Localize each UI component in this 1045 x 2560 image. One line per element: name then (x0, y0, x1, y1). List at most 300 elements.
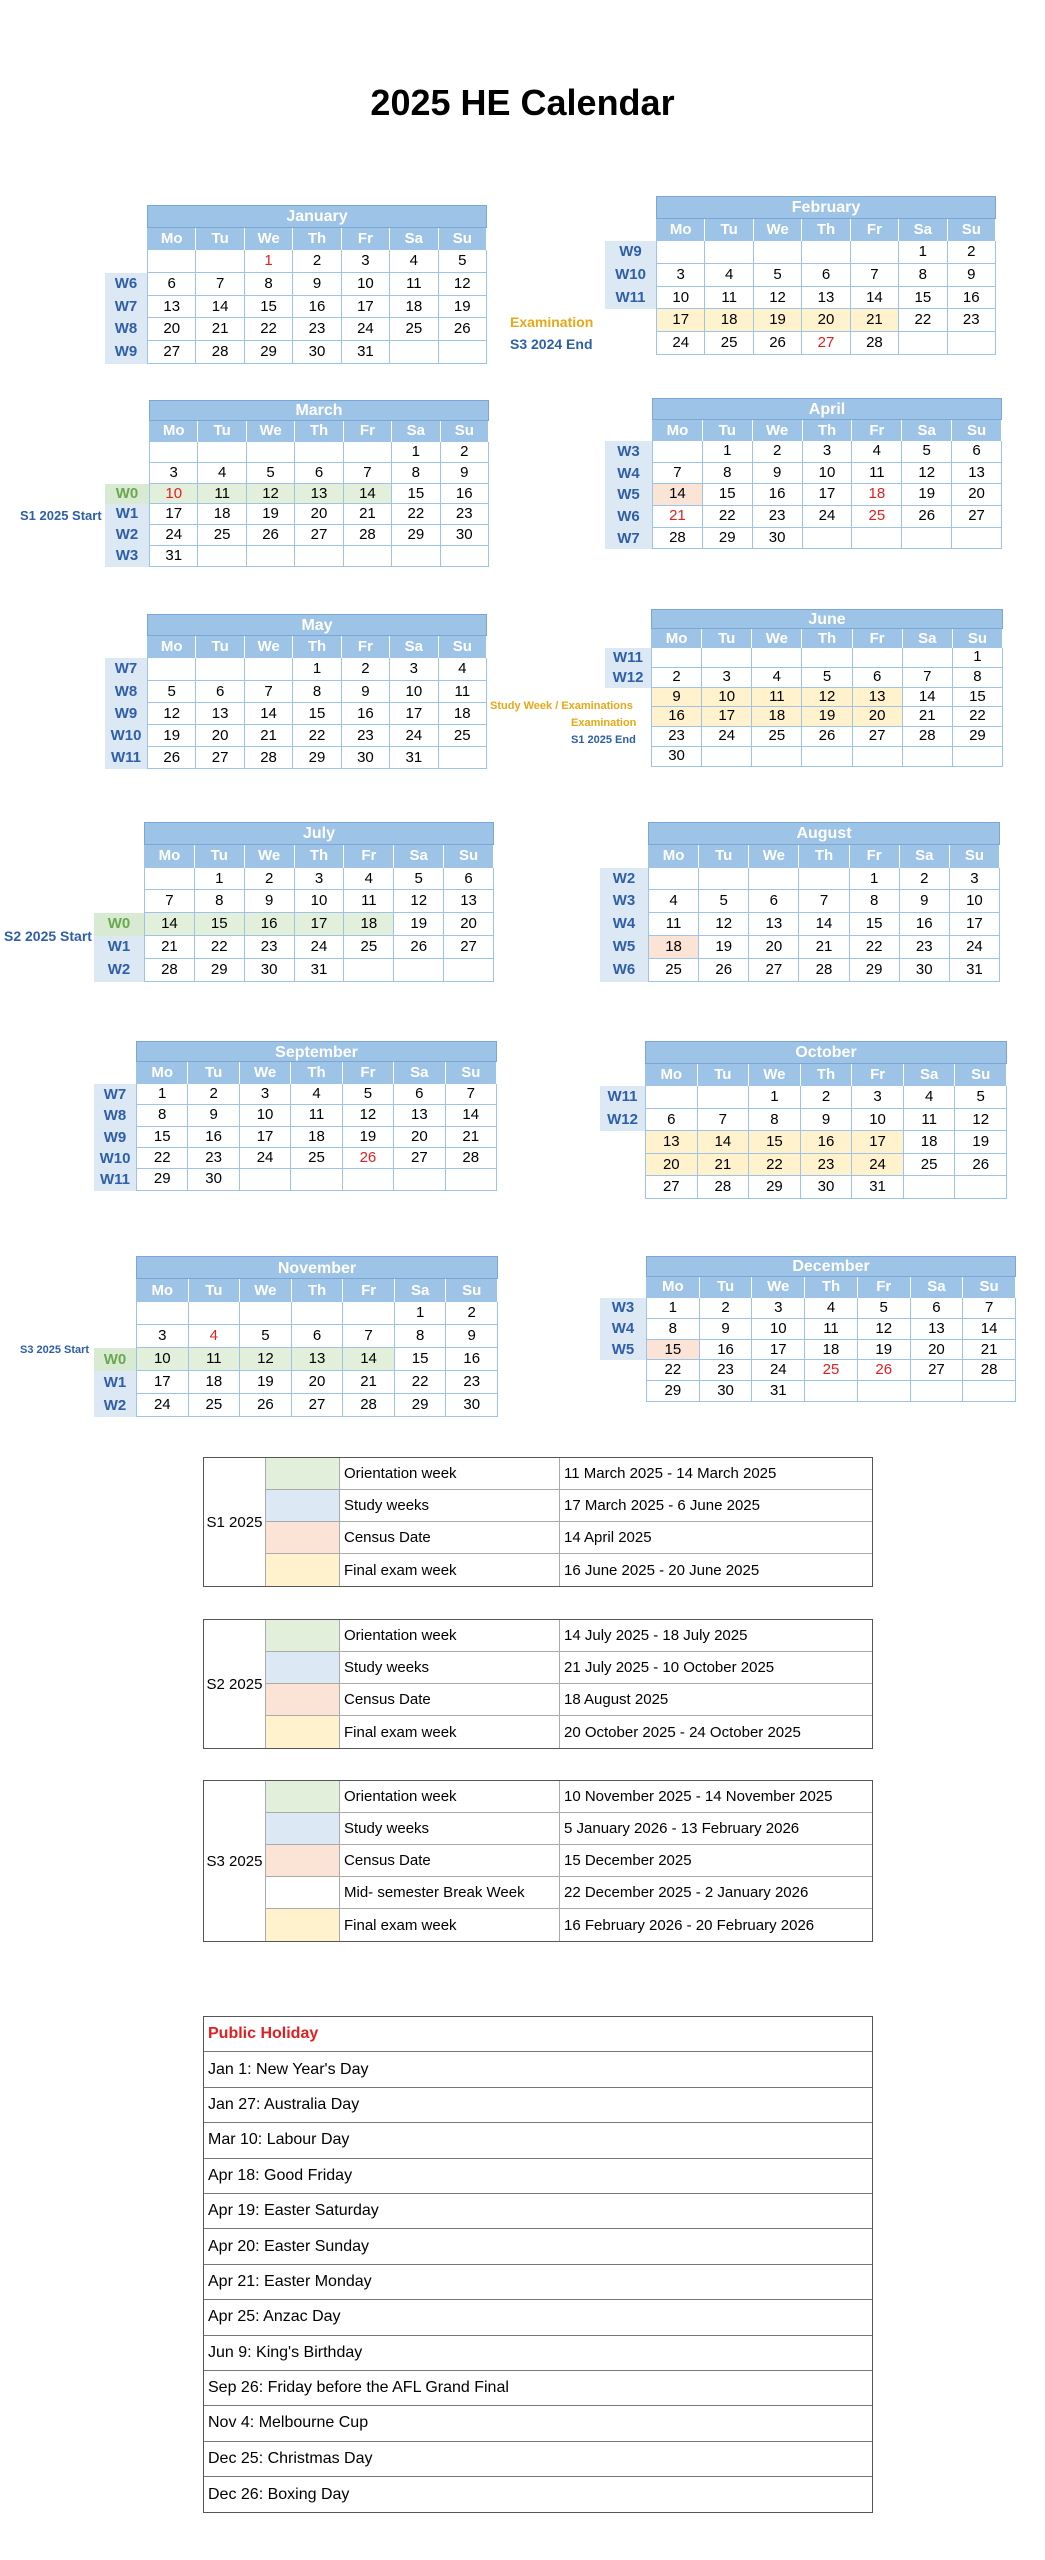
day-cell: 10 (950, 890, 1000, 913)
legend-label: Orientation week (340, 1458, 560, 1489)
public-holiday-item: Nov 4: Melbourne Cup (204, 2406, 872, 2441)
day-header: Su (953, 629, 1003, 649)
day-cell: 30 (753, 528, 803, 550)
legend-value: 5 January 2026 - 13 February 2026 (564, 1820, 800, 1837)
note-s3-2024-end: S3 2024 End (510, 336, 593, 352)
day-cell: 27 (196, 747, 244, 769)
day-cell: 25 (198, 525, 246, 546)
day-header: Mo (148, 636, 196, 658)
week-label: W11 (605, 287, 656, 310)
day-cell: 26 (439, 318, 487, 341)
day-cell: 2 (948, 241, 996, 264)
day-cell: 15 (899, 287, 947, 310)
day-cell: 10 (390, 681, 438, 703)
day-cell: 14 (145, 913, 195, 936)
week-label (105, 442, 149, 463)
day-cell (291, 1169, 342, 1190)
day-cell: 23 (652, 727, 702, 747)
day-cell: 12 (343, 1105, 394, 1126)
week-labels (94, 1084, 136, 1191)
day-cell (702, 648, 752, 668)
month-may (147, 614, 487, 769)
day-header: Fr (851, 219, 899, 242)
day-cell: 2 (753, 441, 803, 463)
day-cell: 6 (911, 1298, 964, 1319)
month-grid (656, 219, 996, 355)
day-header: We (245, 845, 295, 868)
day-cell (858, 1381, 911, 1402)
day-cell: 7 (145, 890, 195, 913)
day-header: We (749, 1064, 801, 1087)
day-cell: 1 (850, 868, 900, 891)
day-cell: 31 (342, 341, 390, 364)
public-holiday-item: Dec 25: Christmas Day (204, 2442, 872, 2477)
day-cell: 30 (652, 747, 702, 767)
week-label: W11 (605, 648, 651, 668)
day-cell: 2 (342, 658, 390, 680)
day-cell (903, 747, 953, 767)
day-header: Tu (703, 420, 753, 442)
day-cell: 8 (850, 890, 900, 913)
day-cell (446, 1169, 497, 1190)
day-cell (652, 648, 702, 668)
legend-value: 18 August 2025 (564, 1691, 669, 1708)
day-cell: 29 (245, 341, 293, 364)
day-header: Sa (899, 219, 947, 242)
day-cell: 17 (240, 1127, 291, 1148)
day-cell: 23 (441, 504, 489, 525)
day-cell: 23 (753, 506, 803, 528)
week-label: W3 (605, 441, 652, 463)
day-cell: 26 (148, 747, 196, 769)
day-header: Mo (653, 420, 703, 442)
week-label: W8 (105, 318, 147, 341)
legend-s1-2025 (203, 1457, 873, 1587)
week-label (94, 1325, 136, 1348)
day-cell: 17 (295, 913, 345, 936)
week-label (105, 250, 147, 273)
day-cell: 8 (703, 463, 753, 485)
day-cell: 16 (293, 296, 341, 319)
day-cell: 25 (852, 506, 902, 528)
day-cell: 12 (858, 1319, 911, 1340)
day-cell: 12 (247, 484, 295, 505)
day-cell: 31 (752, 1381, 805, 1402)
week-label: W0 (94, 913, 144, 936)
day-cell: 11 (439, 681, 487, 703)
day-header: Su (955, 1064, 1007, 1087)
month-march (149, 400, 489, 567)
legend-swatch (266, 1490, 340, 1521)
day-cell (196, 250, 244, 273)
day-cell: 13 (148, 296, 196, 319)
day-cell: 31 (390, 747, 438, 769)
day-cell: 17 (657, 309, 705, 332)
public-holiday-item: Mar 10: Labour Day (204, 2123, 872, 2158)
day-cell: 8 (395, 1325, 447, 1348)
day-header: Su (439, 228, 487, 251)
day-cell (394, 1169, 445, 1190)
day-cell: 20 (853, 707, 903, 727)
day-cell: 8 (293, 681, 341, 703)
day-cell (752, 747, 802, 767)
day-cell: 5 (394, 868, 444, 891)
legend-label: Final exam week (340, 1716, 560, 1748)
day-cell: 5 (858, 1298, 911, 1319)
legend-swatch (266, 1877, 340, 1908)
week-label: W2 (94, 1394, 136, 1417)
week-label: W12 (605, 668, 651, 688)
day-header: We (247, 421, 295, 442)
week-label: W2 (94, 959, 144, 982)
public-holiday-heading: Public Holiday (204, 2017, 872, 2052)
day-cell: 18 (198, 504, 246, 525)
day-cell: 15 (395, 1348, 447, 1371)
day-cell: 22 (850, 936, 900, 959)
day-cell (903, 648, 953, 668)
week-label: W0 (105, 484, 149, 505)
day-cell: 27 (952, 506, 1002, 528)
day-cell: 16 (801, 1131, 853, 1154)
week-label (600, 1381, 646, 1402)
month-grid (147, 636, 487, 769)
day-cell: 28 (653, 528, 703, 550)
day-cell: 1 (749, 1086, 801, 1109)
legend-swatch (266, 1458, 340, 1489)
day-cell: 26 (754, 332, 802, 355)
day-cell: 22 (749, 1154, 801, 1177)
day-cell: 25 (705, 332, 753, 355)
note-feb-examination: Examination (510, 314, 594, 330)
day-cell: 3 (752, 1298, 805, 1319)
month-august (648, 822, 1000, 982)
day-cell: 17 (752, 1340, 805, 1361)
day-cell: 9 (700, 1319, 753, 1340)
day-cell: 3 (702, 668, 752, 688)
week-label (94, 868, 144, 891)
day-cell (198, 546, 246, 567)
month-grid (652, 420, 1002, 550)
day-cell: 28 (903, 727, 953, 747)
day-cell: 5 (439, 250, 487, 273)
day-cell: 2 (441, 442, 489, 463)
day-cell: 20 (911, 1340, 964, 1361)
day-cell: 20 (444, 913, 494, 936)
day-header: Th (802, 629, 852, 649)
legend-row (266, 1781, 872, 1813)
day-cell: 30 (801, 1176, 853, 1199)
week-label: W5 (600, 936, 648, 959)
day-cell: 9 (188, 1105, 239, 1126)
week-label (94, 890, 144, 913)
day-cell: 9 (652, 688, 702, 708)
day-cell: 29 (749, 1176, 801, 1199)
day-cell (754, 241, 802, 264)
legend-label: Study weeks (340, 1490, 560, 1521)
day-cell: 15 (953, 688, 1003, 708)
day-cell: 16 (188, 1127, 239, 1148)
day-cell: 6 (444, 868, 494, 891)
legend-label: Final exam week (340, 1554, 560, 1586)
day-cell: 6 (646, 1109, 698, 1132)
day-header: Sa (900, 845, 950, 868)
day-header: Fr (344, 421, 392, 442)
day-header: Mo (137, 1062, 188, 1083)
day-cell: 29 (195, 959, 245, 982)
week-label (600, 1154, 645, 1177)
week-label: W8 (105, 681, 147, 703)
month-title: June (651, 609, 1003, 629)
day-cell: 26 (247, 525, 295, 546)
day-cell: 4 (904, 1086, 956, 1109)
day-cell: 1 (195, 868, 245, 891)
day-cell: 5 (247, 463, 295, 484)
legend-label: Census Date (340, 1684, 560, 1715)
day-cell (390, 341, 438, 364)
day-header: Mo (646, 1064, 698, 1087)
day-cell (148, 250, 196, 273)
day-cell (802, 241, 850, 264)
day-header: Tu (705, 219, 753, 242)
day-header: Fr (342, 228, 390, 251)
day-cell: 28 (698, 1176, 750, 1199)
day-cell: 28 (245, 747, 293, 769)
day-cell (752, 648, 802, 668)
week-label: W5 (600, 1340, 646, 1361)
legend-swatch (266, 1620, 340, 1651)
day-cell: 12 (902, 463, 952, 485)
day-cell: 1 (245, 250, 293, 273)
day-cell: 19 (247, 504, 295, 525)
day-header: Th (802, 219, 850, 242)
day-cell: 20 (646, 1154, 698, 1177)
day-cell: 1 (392, 442, 440, 463)
day-header: Fr (852, 420, 902, 442)
day-cell: 7 (851, 264, 899, 287)
day-cell: 10 (295, 890, 345, 913)
day-cell: 3 (240, 1084, 291, 1105)
month-grid (651, 629, 1003, 767)
day-cell: 15 (850, 913, 900, 936)
day-cell: 24 (240, 1148, 291, 1169)
day-cell: 17 (390, 703, 438, 725)
day-cell: 25 (904, 1154, 956, 1177)
day-cell: 4 (390, 250, 438, 273)
day-cell: 9 (245, 890, 295, 913)
day-cell: 24 (950, 936, 1000, 959)
legend-row (266, 1490, 872, 1522)
legend-label: Census Date (340, 1522, 560, 1553)
week-label: W1 (94, 1371, 136, 1394)
week-label: W4 (600, 913, 648, 936)
day-cell: 23 (801, 1154, 853, 1177)
day-cell: 4 (344, 868, 394, 891)
day-cell: 7 (903, 668, 953, 688)
day-cell: 13 (295, 484, 343, 505)
day-cell (911, 1381, 964, 1402)
public-holiday-item: Apr 21: Easter Monday (204, 2265, 872, 2300)
legend-value: 10 November 2025 - 14 November 2025 (564, 1788, 833, 1805)
month-grid (648, 845, 1000, 982)
day-cell: 9 (948, 264, 996, 287)
day-cell: 17 (702, 707, 752, 727)
legend-value: 14 July 2025 - 18 July 2025 (564, 1627, 748, 1644)
legend-row (266, 1652, 872, 1684)
public-holiday-item: Apr 18: Good Friday (204, 2159, 872, 2194)
week-label: W1 (105, 504, 149, 525)
day-cell: 25 (649, 959, 699, 982)
day-cell (953, 747, 1003, 767)
day-cell: 13 (749, 913, 799, 936)
day-cell: 13 (292, 1348, 344, 1371)
day-cell: 25 (189, 1394, 241, 1417)
day-cell: 19 (802, 707, 852, 727)
day-cell (444, 959, 494, 982)
month-grid (136, 1279, 498, 1417)
day-header: Mo (145, 845, 195, 868)
day-cell: 30 (446, 1394, 498, 1417)
legend-row (266, 1458, 872, 1490)
day-cell (439, 747, 487, 769)
day-cell: 20 (196, 725, 244, 747)
day-cell: 5 (955, 1086, 1007, 1109)
day-header: Mo (148, 228, 196, 251)
day-header: Fr (858, 1277, 911, 1298)
day-cell: 26 (858, 1360, 911, 1381)
legend-value: 16 June 2025 - 20 June 2025 (564, 1561, 760, 1579)
day-header: Th (803, 420, 853, 442)
day-cell: 15 (703, 484, 753, 506)
note-june-examination: Examination (571, 717, 637, 729)
day-cell: 11 (752, 688, 802, 708)
day-cell: 1 (293, 658, 341, 680)
day-cell: 17 (342, 296, 390, 319)
day-cell: 19 (754, 309, 802, 332)
week-label: W3 (105, 546, 149, 567)
day-cell (392, 546, 440, 567)
day-cell: 13 (646, 1131, 698, 1154)
day-cell (749, 868, 799, 891)
day-cell: 12 (439, 273, 487, 296)
day-cell: 6 (749, 890, 799, 913)
day-cell: 14 (903, 688, 953, 708)
month-title: August (648, 822, 1000, 845)
day-header: We (245, 228, 293, 251)
week-labels (94, 868, 144, 982)
day-cell: 28 (851, 332, 899, 355)
week-label (605, 309, 656, 332)
day-cell: 7 (196, 273, 244, 296)
day-cell: 25 (344, 936, 394, 959)
day-cell: 22 (703, 506, 753, 528)
day-cell: 13 (952, 463, 1002, 485)
legend-semester: S2 2025 (204, 1620, 266, 1748)
legend-swatch (266, 1845, 340, 1876)
day-cell: 2 (245, 868, 295, 891)
day-header: Tu (195, 845, 245, 868)
day-cell: 1 (647, 1298, 700, 1319)
day-cell: 2 (188, 1084, 239, 1105)
week-label (600, 1131, 645, 1154)
day-cell: 9 (900, 890, 950, 913)
day-header: Su (446, 1279, 498, 1302)
day-cell (851, 241, 899, 264)
day-cell (852, 528, 902, 550)
day-header: Sa (395, 1279, 447, 1302)
day-cell (963, 1381, 1016, 1402)
day-cell: 10 (752, 1319, 805, 1340)
day-cell (292, 1302, 344, 1325)
day-header: We (240, 1279, 292, 1302)
day-cell: 29 (137, 1169, 188, 1190)
day-cell (799, 868, 849, 891)
day-cell: 21 (653, 506, 703, 528)
day-cell: 28 (343, 1394, 395, 1417)
day-header: We (245, 636, 293, 658)
legend-value: 22 December 2025 - 2 January 2026 (564, 1884, 809, 1901)
day-cell: 13 (444, 890, 494, 913)
day-header: Fr (343, 1062, 394, 1083)
day-header: Sa (390, 636, 438, 658)
legend-value: 21 July 2025 - 10 October 2025 (564, 1659, 775, 1676)
day-cell: 14 (344, 484, 392, 505)
month-title: March (149, 400, 489, 421)
note-s1-2025-end: S1 2025 End (571, 734, 636, 746)
day-cell: 6 (802, 264, 850, 287)
day-cell: 18 (805, 1340, 858, 1361)
day-cell: 10 (803, 463, 853, 485)
day-cell: 23 (188, 1148, 239, 1169)
day-cell: 12 (699, 913, 749, 936)
day-cell (295, 546, 343, 567)
day-cell: 5 (754, 264, 802, 287)
day-cell: 27 (749, 959, 799, 982)
day-header: Tu (700, 1277, 753, 1298)
day-cell: 17 (150, 504, 198, 525)
day-cell: 6 (394, 1084, 445, 1105)
week-labels (605, 241, 656, 354)
day-cell: 23 (293, 318, 341, 341)
day-header: Sa (902, 420, 952, 442)
day-cell: 17 (137, 1371, 189, 1394)
day-cell: 13 (394, 1105, 445, 1126)
day-cell: 15 (749, 1131, 801, 1154)
day-cell: 31 (295, 959, 345, 982)
day-header: Fr (852, 1064, 904, 1087)
day-cell: 12 (394, 890, 444, 913)
day-header: Mo (150, 421, 198, 442)
day-header: Su (963, 1277, 1016, 1298)
day-cell: 16 (700, 1340, 753, 1361)
month-october (645, 1041, 1007, 1199)
day-cell (952, 528, 1002, 550)
day-cell: 18 (291, 1127, 342, 1148)
day-cell: 15 (392, 484, 440, 505)
day-cell: 6 (952, 441, 1002, 463)
day-cell: 11 (198, 484, 246, 505)
day-cell: 10 (137, 1348, 189, 1371)
day-cell: 21 (446, 1127, 497, 1148)
day-header: Th (292, 1279, 344, 1302)
legend-row (266, 1684, 872, 1716)
legend-s3-2025 (203, 1780, 873, 1942)
day-cell: 1 (899, 241, 947, 264)
day-header: Su (948, 219, 996, 242)
day-cell: 15 (245, 296, 293, 319)
day-cell: 27 (802, 332, 850, 355)
day-cell (653, 441, 703, 463)
legend-row (266, 1877, 872, 1909)
